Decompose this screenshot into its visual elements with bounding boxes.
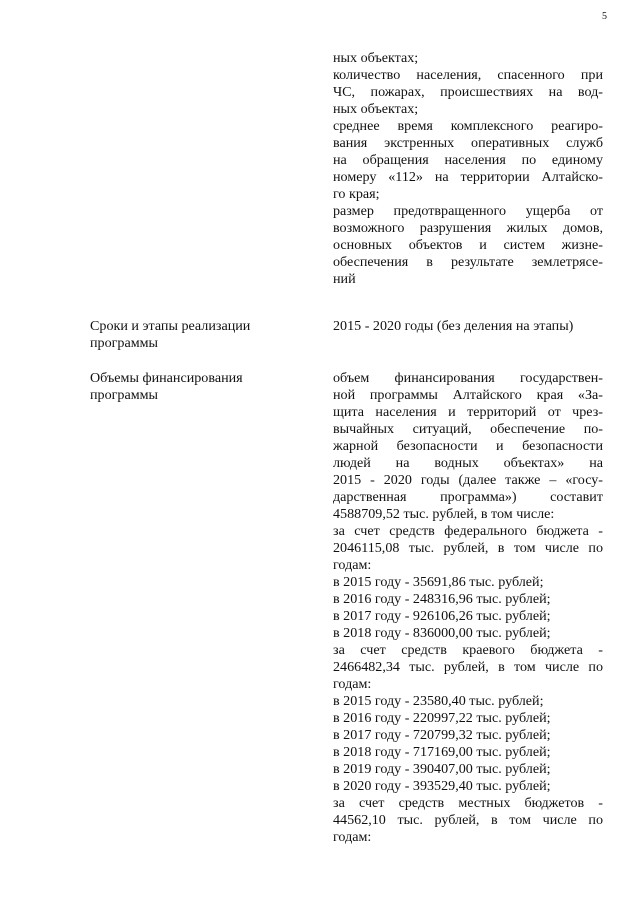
- text-line: размер предотвращенного ущерба от: [333, 203, 603, 219]
- text-line: 4588709,52 тыс. рублей, в том числе:: [333, 506, 555, 522]
- timeline-value: [333, 318, 603, 335]
- label-line: Сроки и этапы реализации: [90, 318, 251, 334]
- text-line: 2466482,34 тыс. рублей, в том числе по: [333, 659, 603, 675]
- text-line: 2015 - 2020 годы (далее также – «госу-: [333, 472, 603, 488]
- label-line: Объемы финансирования: [90, 370, 243, 386]
- text-line: за счет средств местных бюджетов -: [333, 795, 603, 811]
- text-line: вания экстренных оперативных служб: [333, 135, 603, 151]
- text-line: за счет средств краевого бюджета -: [333, 642, 603, 658]
- text-line: в 2018 году - 717169,00 тыс. рублей;: [333, 744, 551, 760]
- text-line: ных объектах;: [333, 101, 419, 117]
- text-line: в 2016 году - 220997,22 тыс. рублей;: [333, 710, 551, 726]
- funding-text: [333, 370, 603, 846]
- text-line: возможного разрушения жилых домов,: [333, 220, 603, 236]
- text-line: ЧС, пожарах, происшествиях на вод-: [333, 84, 603, 100]
- text-line: жарной безопасности и безопасности: [333, 438, 603, 454]
- text-line: среднее время комплексного реагиро-: [333, 118, 603, 134]
- text-line: годам:: [333, 676, 372, 692]
- text-line: основных объектов и систем жизне-: [333, 237, 603, 253]
- timeline-label: [90, 318, 310, 352]
- text-line: дарственная программа») составит: [333, 489, 603, 505]
- text-line: ных объектах;: [333, 50, 419, 66]
- text-line: 2046115,08 тыс. рублей, в том числе по: [333, 540, 603, 556]
- text-line: в 2017 году - 926106,26 тыс. рублей;: [333, 608, 551, 624]
- text-line: количество населения, спасенного при: [333, 67, 603, 83]
- text-line: в 2015 году - 35691,86 тыс. рублей;: [333, 574, 544, 590]
- text-line: в 2018 году - 836000,00 тыс. рублей;: [333, 625, 551, 641]
- indicators-text: [333, 50, 603, 288]
- text-line: вычайных ситуаций, обеспечение по-: [333, 421, 603, 437]
- text-line: обеспечения в результате землетрясе-: [333, 254, 603, 270]
- text-line: ний: [333, 271, 356, 287]
- text-line: в 2016 году - 248316,96 тыс. рублей;: [333, 591, 551, 607]
- text-line: в 2015 году - 23580,40 тыс. рублей;: [333, 693, 544, 709]
- text-line: за счет средств федерального бюджета -: [333, 523, 603, 539]
- text-line: годам:: [333, 829, 372, 845]
- label-line: программы: [90, 387, 159, 403]
- text-line: годам:: [333, 557, 372, 573]
- funding-label: [90, 370, 310, 404]
- text-line: ной программы Алтайского края «За-: [333, 387, 603, 403]
- label-line: программы: [90, 335, 159, 351]
- text-line: на обращения населения по единому: [333, 152, 603, 168]
- text-line: щита населения и территорий от чрез-: [333, 404, 603, 420]
- text-line: 2015 - 2020 годы (без деления на этапы): [333, 318, 574, 334]
- text-line: людей на водных объектах» на: [333, 455, 603, 471]
- page-number: 5: [602, 11, 607, 22]
- text-line: го края;: [333, 186, 380, 202]
- text-line: в 2017 году - 720799,32 тыс. рублей;: [333, 727, 551, 743]
- text-line: в 2020 году - 393529,40 тыс. рублей;: [333, 778, 551, 794]
- text-line: 44562,10 тыс. рублей, в том числе по: [333, 812, 603, 828]
- text-line: в 2019 году - 390407,00 тыс. рублей;: [333, 761, 551, 777]
- text-line: объем финансирования государствен-: [333, 370, 603, 386]
- text-line: номеру «112» на территории Алтайско-: [333, 169, 603, 185]
